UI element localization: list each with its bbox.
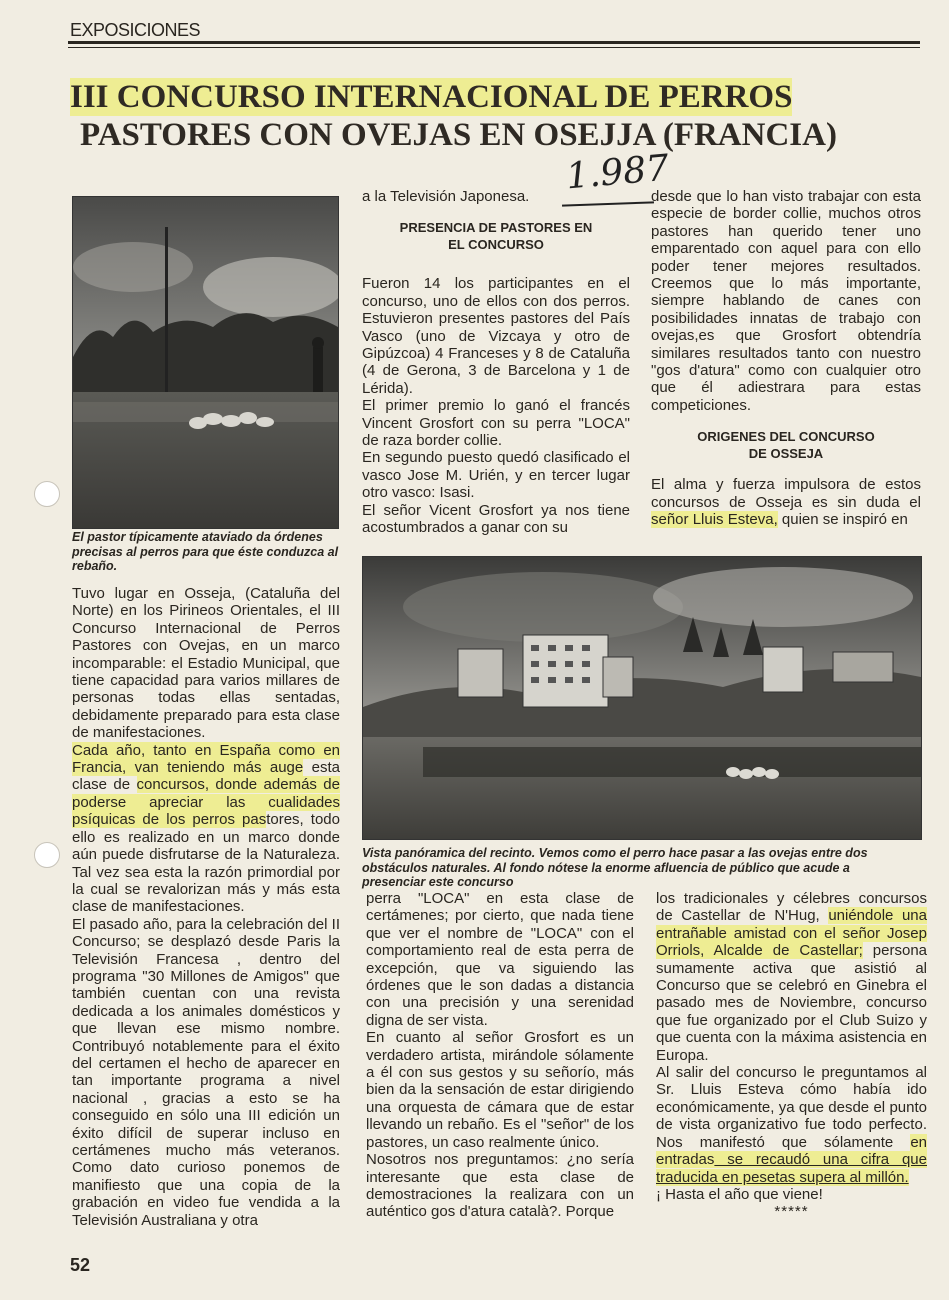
highlight: en entradas	[656, 1133, 927, 1169]
highlight: uniéndole una entrañable amistad con el señor Josep Orriols, Alcalde de Castellar;	[656, 907, 927, 960]
header-rule	[68, 41, 920, 44]
panorama-photo	[362, 556, 922, 840]
text: persona sumamente activa que asistió al Concurso que se celebró en Ginebra el pasado mes de Noviembre, concurso que fue organizado por el Club Suizo y que cuenta con la máxima asistencia en Europa.	[656, 942, 927, 1064]
col2-paragraph-1: Fueron 14 los participantes en el concurso, uno de ellos con dos perros. Estuvieron presentes pastores del País Vasco (uno de Vizcaya y otro de Gipúzcoa) 4 Franceses y 8 de Cataluña (4 de Gerona, 3 de Barcelona y 1 de Lérida).	[362, 275, 630, 397]
col1-paragraph-3: El pasado año, para la celebración del II Concurso; se desplazó desde Paris la Televisión Francesa , dentro del programa "30 Millones de Amigos" que también cuentan con una revista dedicada a los animales domésticos y que llevan ese mismo nombre. Contribuyó notablemente para el éxito del certamen el hecho de aparecer en tan importante programa a nivel nacional , gracias a esto se ha conseguido en sólo una III edición un éxito difícil de superar incluso en certámenes mucho más veteranos. Como dato curioso ponemos de manifiesto que una copia de la grabación en video fue vendida a la Televisión Australiana y otra	[72, 915, 340, 1229]
shepherd-photo-caption: El pastor típicamente ataviado da órdenes precisas al perros para que éste conduzca al rebaño.	[72, 530, 339, 573]
col5-paragraph-3: ¡ Hasta el año que viene!	[656, 1185, 823, 1203]
text: los tradicionales y célebres concursos de Castellar de N'Hug,	[656, 890, 927, 925]
article-title	[70, 78, 930, 154]
col4-paragraph-1: perra "LOCA" en esta clase de certámenes; por cierto, que nada tiene que ver el nombre de "LOCA" con el comportamiento real de esta perra de excepción, que va siguiendo las órdenes que le son dadas a distancia con una precisión y una serenidad digna de ser vista.	[366, 890, 634, 1029]
underlined-highlight: se recaudó una cifra que traducida en pesetas supera al millón.	[656, 1151, 927, 1186]
binder-hole-top	[34, 481, 60, 507]
shepherd-photo-image	[73, 197, 338, 528]
text: esta clase de	[72, 759, 340, 794]
text: quien se inspiró en	[777, 511, 908, 529]
col4-paragraph-2: En cuanto al señor Grosfort es un verdadero artista, mirándole sólamente a él con sus gestos y su señorío, más bien da la sensación de estar dirigiendo una orquesta de cámara que de estar llevando un rebaño. Es el "señor" de los pastores, un caso realmente único.	[366, 1029, 634, 1151]
text: El alma y fuerza impulsora de estos concursos de Osseja es sin duda el	[651, 476, 921, 511]
highlight: Cada año, tanto en España como en Francia, van teniendo más auge	[72, 741, 340, 777]
column-2	[362, 188, 630, 537]
col2-paragraph-0: a la Televisión Japonesa.	[362, 188, 530, 205]
page-number: 52	[70, 1255, 91, 1275]
col3-paragraph-1: desde que lo han visto trabajar con esta especie de border collie, muchos otros pastores han querido tener uno emparentado con aquel para con ello poder tener mejores resultados. Creemos que lo más importante, siempre hablando de canes con posibilidades innatas de trabajo con ovejas,es que Grosfort obtendría similares resultados tanto con nuestro "gos d'atura" como con cualquier otro que él adiestrara para estas competiciones.	[651, 188, 921, 414]
column-3	[651, 188, 921, 529]
col1-paragraph-2	[72, 742, 340, 916]
highlight: concursos, donde además de poderse apreciar las cualidades psíquicas de los perros pas	[72, 776, 340, 829]
col2-paragraph-2: El primer premio lo ganó el francés Vincent Grosfort con su perra "LOCA" de raza border collie.	[362, 397, 630, 450]
binder-hole-bottom	[34, 842, 60, 868]
section-label: EXPOSICIONES	[70, 20, 201, 40]
end-stars: *****	[774, 1203, 809, 1221]
col2-paragraph-4: El señor Vicent Grosfort ya nos tiene acostumbrados a ganar con su	[362, 501, 630, 537]
col5-paragraph-2	[656, 1064, 927, 1186]
column-4	[366, 890, 634, 1221]
shepherd-photo	[72, 196, 339, 529]
handwritten-year: 1.987	[564, 147, 671, 198]
text: tores, todo ello es realizado en un marco donde aún puede disfrutarse de la Naturaleza. Tal vez sea esta la razón primordial por la cual se revalorizan más y más esta clase de manifestaciones.	[72, 811, 340, 916]
text: Al salir del concurso le preguntamos al Sr. Lluis Esteva cómo había ido económicamente, ya que desde el punto de vista organizativo fue todo perfecto. Nos manifestó que sólamente	[656, 1064, 927, 1151]
header-rule-thin	[68, 47, 920, 48]
title-line-2: PASTORES CON OVEJAS EN OSEJJA (FRANCIA)	[80, 117, 837, 153]
col4-paragraph-3: Nosotros nos preguntamos: ¿no sería interesante que esta clase de demostraciones la realizara con un auténtico gos d'atura català?. Porque	[366, 1151, 634, 1221]
column-1	[72, 585, 340, 1229]
highlight: señor Lluis Esteva,	[651, 511, 778, 529]
panorama-photo-caption: Vista panóramica del recinto. Vemos como el perro hace pasar a las ovejas entre dos obstáculos naturales. Al fondo nótese la enorme afluencia de público que acude a presenciar este concurso	[362, 846, 868, 889]
col2-heading: PRESENCIA DE PASTORES EN EL CONCURSO	[399, 220, 593, 253]
title-line-1: III CONCURSO INTERNACIONAL DE PERROS	[70, 79, 793, 115]
col5-paragraph-1	[656, 890, 927, 1064]
col1-paragraph-1: Tuvo lugar en Osseja, (Cataluña del Norte) en los Pirineos Orientales, el III Concurso Internacional de Perros Pastores con Ovejas, en un marco incomparable: el Estadio Municipal, que tiene capacidad para varios millares de personas todas ellas sentadas, debidamente preparado para esta clase de manifestaciones.	[72, 585, 340, 742]
col3-heading: ORIGENES DEL CONCURSO DE OSSEJA	[697, 429, 875, 462]
col3-paragraph-2	[651, 476, 921, 528]
column-5	[656, 890, 927, 1221]
panorama-photo-image	[363, 557, 921, 839]
col2-paragraph-3: En segundo puesto quedó clasificado el vasco Jose M. Urién, y en tercer lugar otro vasco: Isasi.	[362, 449, 630, 502]
